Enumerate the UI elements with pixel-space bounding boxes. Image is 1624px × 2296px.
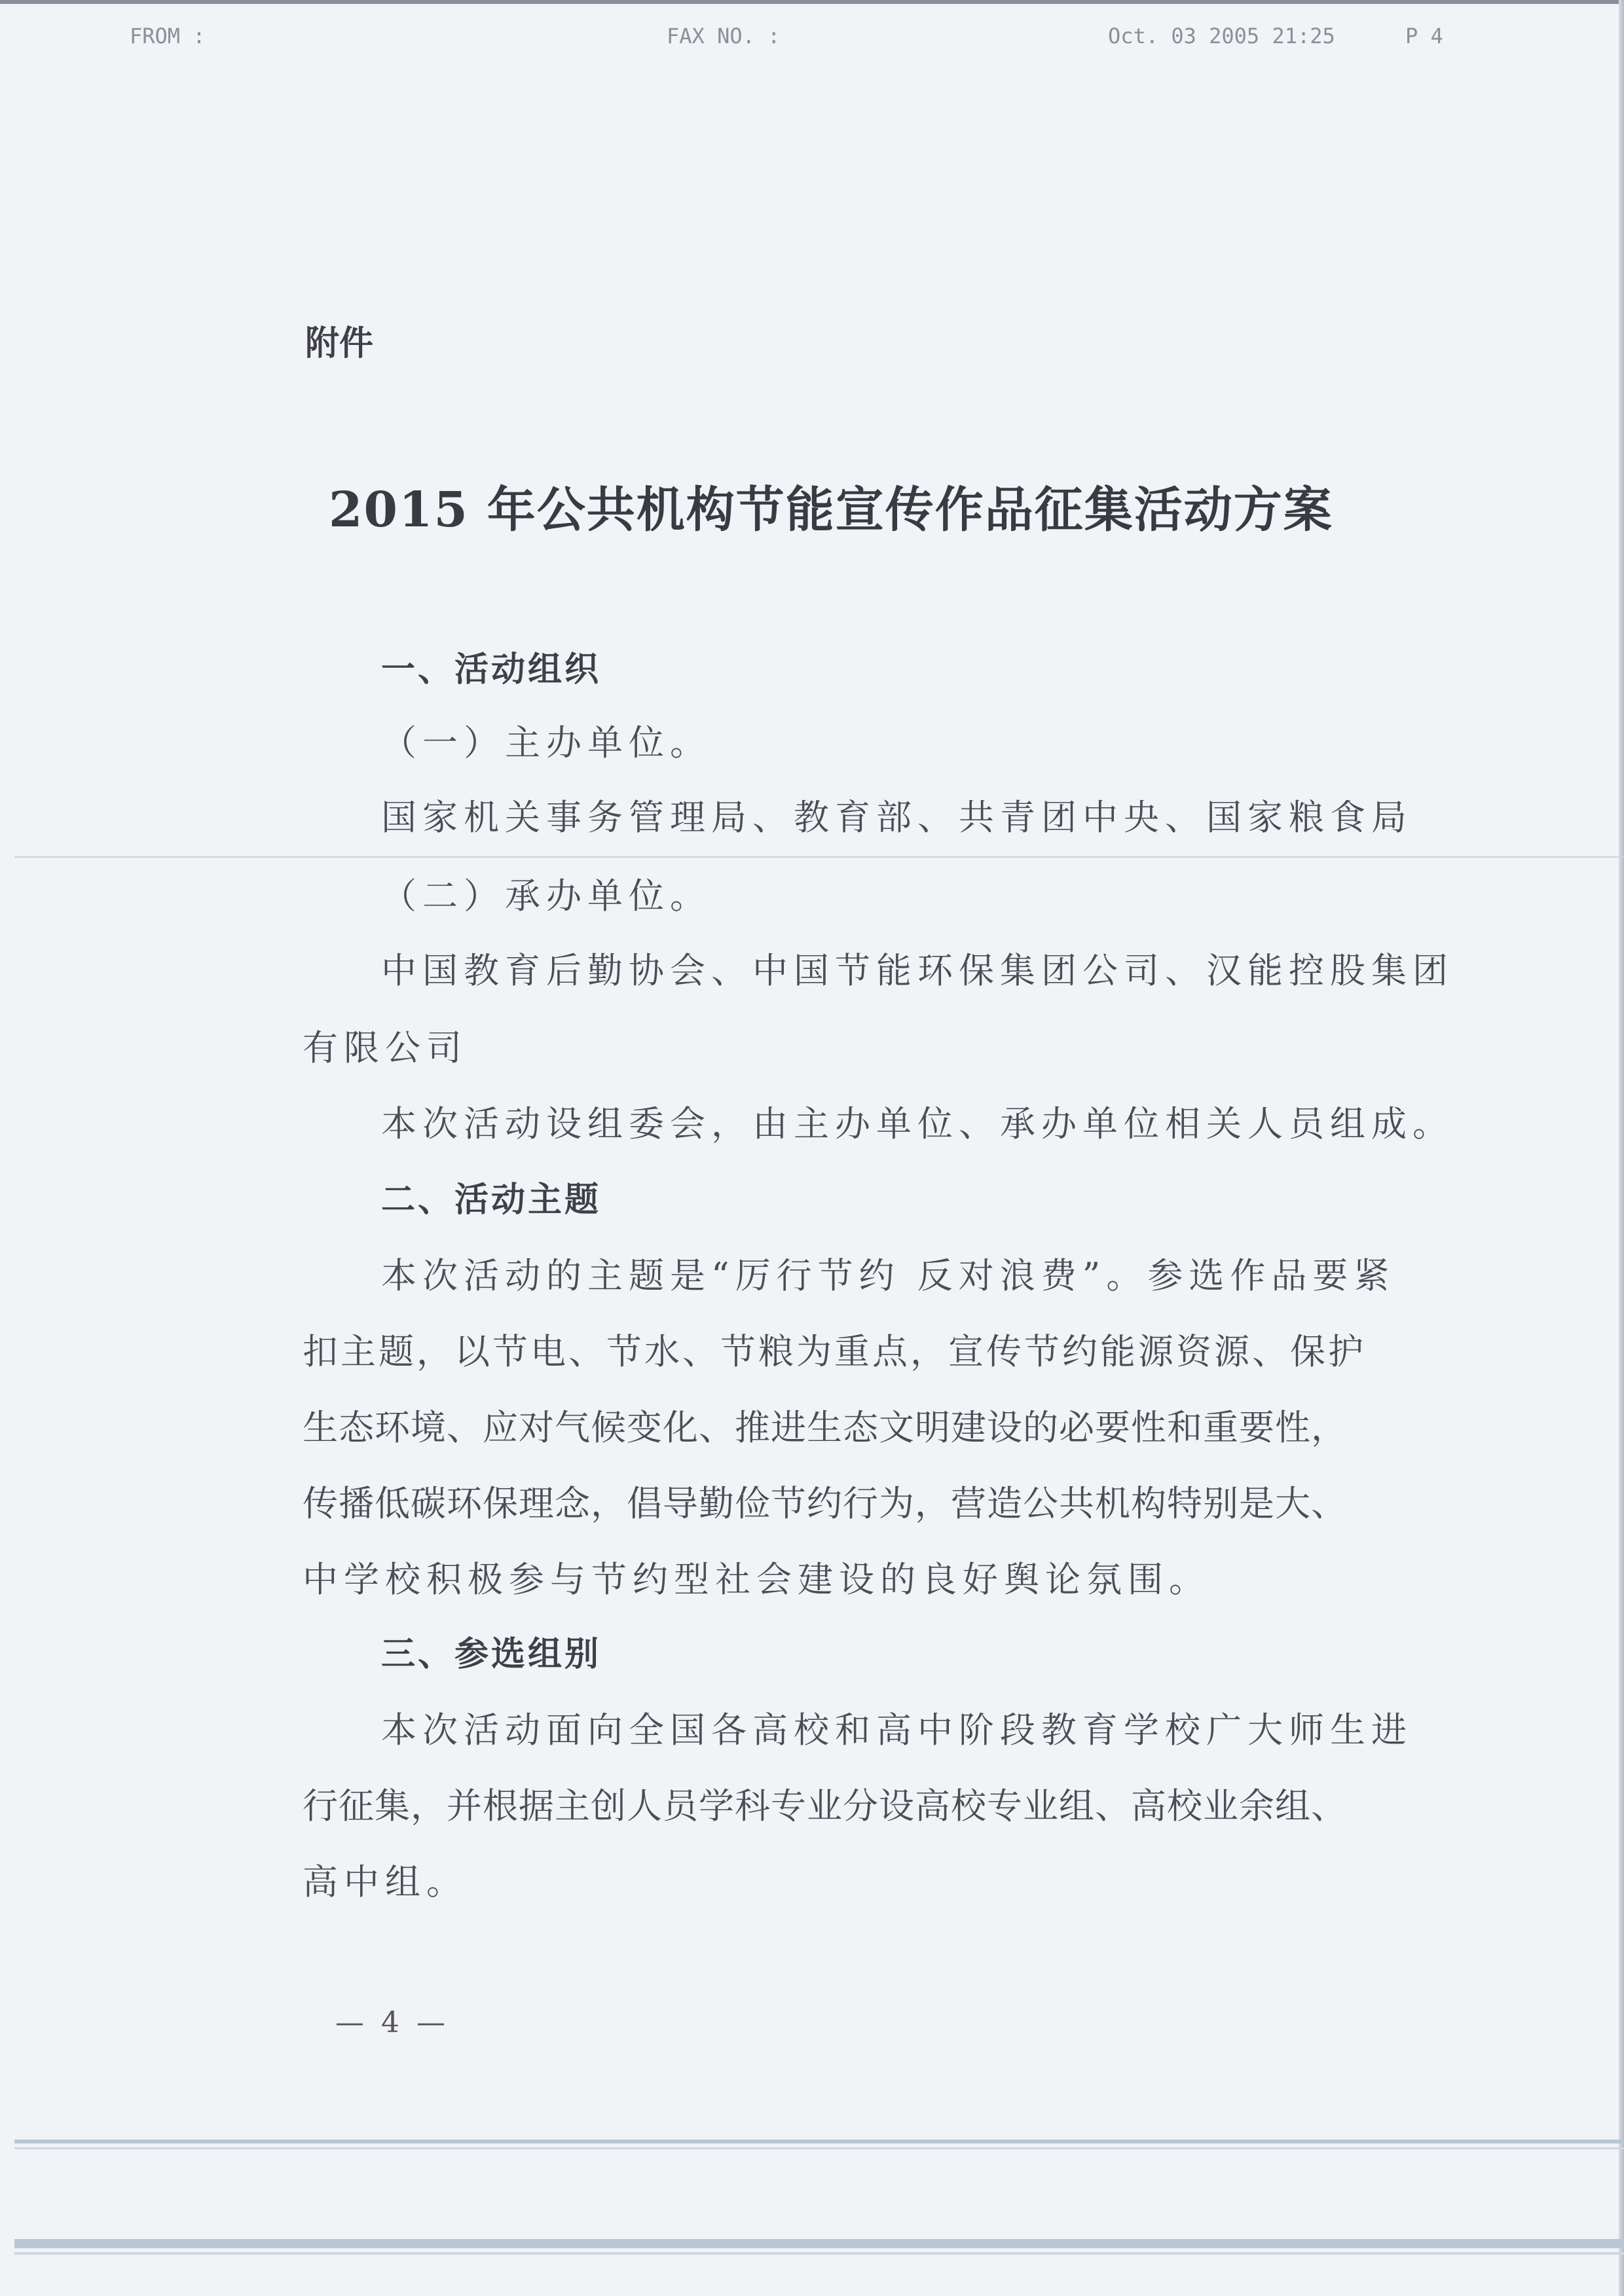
- body-text-line: 高中组。: [303, 1861, 468, 1903]
- body-text-line: 扣主题，以节电、节水、节粮为重点，宣传节约能源资源、保护: [303, 1331, 1366, 1372]
- subsection-heading: （二）承办单位。: [381, 875, 711, 917]
- body-text-line: 有限公司: [303, 1027, 468, 1068]
- section-heading: 二、活动主题: [381, 1180, 602, 1220]
- body-text-line: 本次活动面向全国各高校和高中阶段教育学校广大师生进: [381, 1709, 1412, 1751]
- body-text-line: 中国教育后勤协会、中国节能环保集团公司、汉能控股集团: [381, 950, 1454, 991]
- body-text-line: 中学校积极参与节约型社会建设的良好舆论氛围。: [303, 1559, 1210, 1600]
- scan-footer-band: [14, 2140, 1624, 2143]
- fax-from: FROM :: [130, 24, 206, 48]
- body-text-line: 本次活动的主题是“厉行节约 反对浪费”。参选作品要紧: [381, 1255, 1395, 1296]
- document-title: 2015 年公共机构节能宣传作品征集活动方案: [329, 482, 1333, 538]
- section-heading: 三、参选组别: [381, 1634, 602, 1674]
- scan-artifact-line: [14, 856, 1624, 858]
- scan-right-edge: [1619, 0, 1624, 2296]
- body-text-line: 本次活动设组委会，由主办单位、承办单位相关人员组成。: [381, 1103, 1454, 1144]
- fax-date-time: Oct. 03 2005 21:25: [1108, 24, 1335, 48]
- scan-footer-band: [14, 2239, 1624, 2248]
- attachment-label: 附件: [305, 323, 374, 363]
- body-text-line: 传播低碳环保理念，倡导勤俭节约行为，营造公共机构特别是大、: [303, 1483, 1347, 1524]
- body-text-line: 国家机关事务管理局、教育部、共青团中央、国家粮食局: [381, 797, 1412, 838]
- fax-page: P 4: [1405, 24, 1443, 48]
- page-number: — 4 —: [335, 2006, 449, 2039]
- fax-number: FAX NO. :: [667, 24, 781, 48]
- scan-footer-band: [14, 2147, 1624, 2149]
- scan-top-edge: [0, 0, 1624, 4]
- subsection-heading: （一）主办单位。: [381, 722, 711, 763]
- scan-footer-band: [14, 2252, 1624, 2255]
- section-heading: 一、活动组织: [381, 649, 602, 689]
- body-text-line: 行征集，并根据主创人员学科专业分设高校专业组、高校业余组、: [303, 1785, 1347, 1827]
- body-text-line: 生态环境、应对气候变化、推进生态文明建设的必要性和重要性，: [303, 1407, 1347, 1448]
